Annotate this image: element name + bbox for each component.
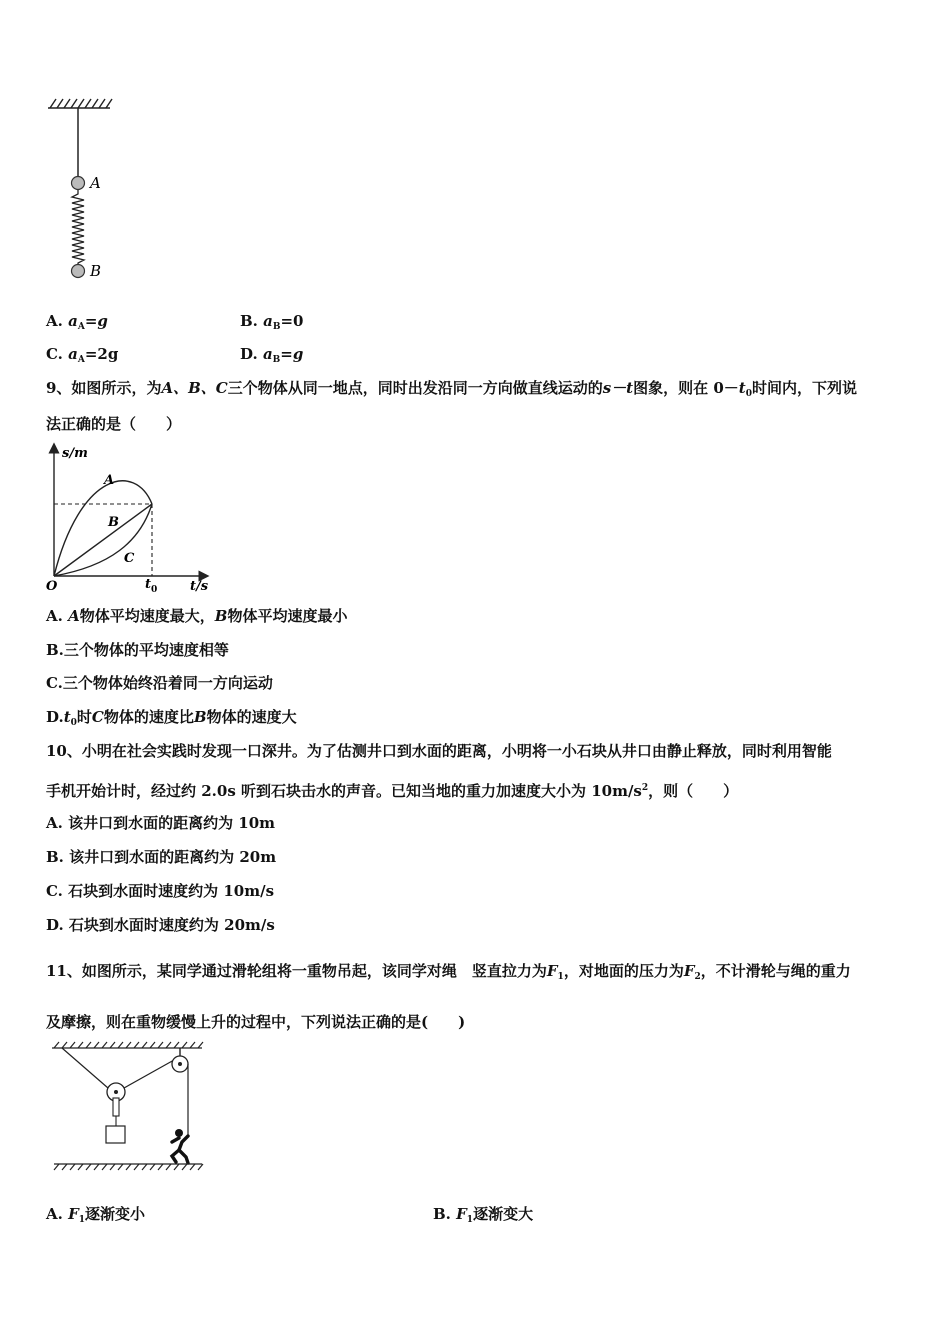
curve-b [54,504,152,576]
q11-option-a: A. $F_1$逐渐变小 [46,1205,146,1225]
q11-stem-line1: 11、如图所示，某同学通过滑轮组将一重物吊起，该同学对绳 竖直拉力为$F_1$，对地面的压力为$F_2$，不计滑轮与绳的重力 [46,962,851,982]
st-graph [40,442,220,597]
rope-left [62,1048,108,1088]
q9-option-a: A. A物体平均速度最大，B物体平均速度最小 [46,607,348,625]
q10-option-c: C. 石块到水面时速度约为 10m/s [46,882,275,900]
movable-pulley-axle [114,1090,118,1094]
q11-stem-line2: 及摩擦，则在重物缓慢上升的过程中，下列说法正确的是( ) [46,1013,466,1031]
q8-option-b: B. $a_B=0$ [240,312,304,332]
q9-option-c: C.三个物体始终沿着同一方向运动 [46,674,273,692]
ceiling [52,1042,203,1048]
ball-a [72,177,85,190]
q8-option-a: A. $a_A=g$ [46,312,108,332]
q8-option-d: D. $a_B=g$ [240,345,304,365]
q10-option-a: A. 该井口到水面的距离约为 10m [46,814,276,832]
y-axis-label: s/m [62,446,88,461]
q10-option-b: B. 该井口到水面的距离约为 20m [46,848,277,866]
person-icon [172,1129,188,1163]
curve-c-label: C [124,551,135,566]
q10-stem-line2: 手机开始计时，经过约 2.0s 听到石块击水的声音。已知当地的重力加速度大小为 $10m/s^2$，则（ ） [46,782,739,800]
label-a: A [90,174,101,192]
ground [54,1164,203,1170]
weight-block [106,1126,125,1143]
q8-option-c: C. $a_A=2g$ [46,345,119,365]
curve-a-label: A [104,473,115,488]
q9-option-d: $D.t_0$时C物体的速度比B物体的速度大 [46,708,297,728]
t0-label: $t_0$ [145,577,158,595]
origin-label: O [46,579,58,594]
pulley-hook [113,1098,119,1116]
q9-stem-line1: 9、如图所示，为A、B、C三个物体从同一地点，同时出发沿同一方向做直线运动的s－t图象，则在 $0-t_0$时间内，下列说 [46,379,857,399]
q11-option-b: B. $F_1$逐渐变大 [433,1205,534,1225]
curve-b-label: B [108,515,119,530]
fixed-pulley-axle [178,1062,182,1066]
ceiling-hatch [48,99,112,108]
q10-stem-line1: 10、小明在社会实践时发现一口深井。为了估测井口到水面的距离，小明将一小石块从井口由静止释放，同时利用智能 [46,742,832,760]
q10-option-d: D. 石块到水面时速度约为 20m/s [46,916,275,934]
x-axis-label: t/s [190,579,209,594]
spring-figure [40,96,130,286]
q9-stem-line2: 法正确的是（ ） [46,415,182,433]
pulley-figure [48,1038,208,1174]
ball-b [72,265,85,278]
spring-coil [72,190,84,265]
rope-middle [124,1060,174,1088]
label-b: B [90,262,102,280]
curve-a [54,481,152,576]
q9-option-b: B.三个物体的平均速度相等 [46,641,229,659]
